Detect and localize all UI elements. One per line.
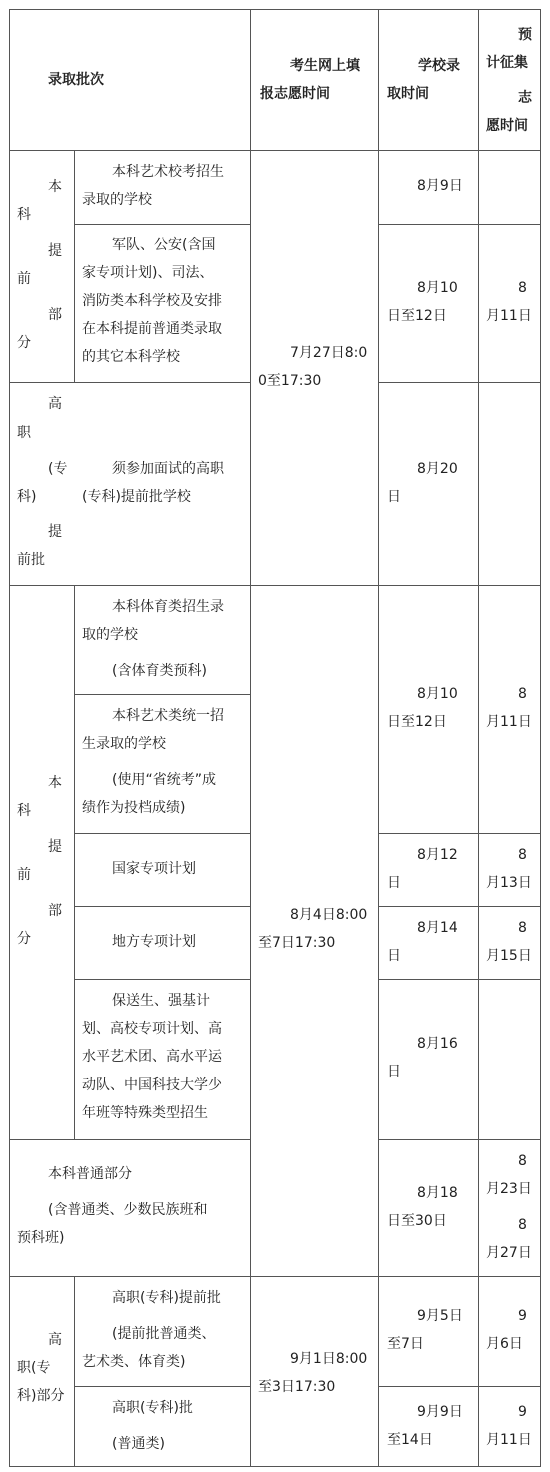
- group4-label: (含普通类、少数民族班和: [48, 1202, 208, 1218]
- group4-label: 预科班): [17, 1230, 65, 1246]
- school-name: (普通类): [112, 1436, 165, 1452]
- solicit-time: 月27日: [486, 1245, 532, 1261]
- solicit-time: 8: [518, 920, 527, 936]
- school-name: (专科)提前批学校: [82, 489, 191, 505]
- school-name: 国家专项计划: [112, 861, 196, 877]
- group1-label: 提: [48, 243, 62, 259]
- school-name: 须参加面试的高职: [112, 461, 224, 477]
- admit-time: 日至12日: [387, 308, 447, 324]
- solicit-time: 8: [518, 847, 527, 863]
- fill-time: 8月4日8:00: [290, 907, 368, 923]
- group1-label: 科: [17, 207, 31, 223]
- solicit-time: 9: [518, 1404, 527, 1420]
- school-name: 军队、公安(含国: [112, 237, 216, 253]
- group2-label: 科): [17, 489, 37, 505]
- solicit-time: 8: [518, 1217, 527, 1233]
- group3-label: 本: [48, 775, 62, 791]
- group3-label: 科: [17, 803, 31, 819]
- school-name: 艺术类、体育类): [82, 1354, 186, 1370]
- group5-label: 科)部分: [17, 1388, 65, 1404]
- admit-time: 日至30日: [387, 1213, 447, 1229]
- header-admit-time-line2: 取时间: [387, 86, 429, 102]
- school-name: 划、高校专项计划、高: [82, 1021, 222, 1037]
- solicit-time: 月15日: [486, 948, 532, 964]
- admit-time: 8月16: [417, 1036, 458, 1052]
- group1-label: 本: [48, 179, 62, 195]
- school-name: 年班等特殊类型招生: [82, 1105, 208, 1121]
- school-name: 保送生、强基计: [112, 993, 210, 1009]
- header-solicit-line2: 计征集: [486, 55, 528, 71]
- school-name: 本科艺术校考招生: [112, 164, 224, 180]
- admit-time: 8月14: [417, 920, 458, 936]
- group2-label: (专: [48, 461, 68, 477]
- admit-time: 9月9日: [417, 1404, 463, 1420]
- school-name: 高职(专科)批: [112, 1400, 193, 1416]
- header-solicit-line4: 愿时间: [486, 118, 528, 134]
- header-solicit-line1: 预: [518, 27, 532, 43]
- group3-label: 分: [17, 931, 31, 947]
- fill-time: 7月27日8:0: [290, 345, 368, 361]
- admit-time: 日: [387, 489, 401, 505]
- group2-label: 前批: [17, 552, 45, 568]
- school-name: 家专项计划)、司法、: [82, 265, 214, 281]
- school-name: 本科艺术类统一招: [112, 708, 224, 724]
- fill-time: 至7日17:30: [258, 935, 336, 951]
- group2-label: 职: [17, 425, 31, 441]
- solicit-time: 月6日: [486, 1336, 523, 1352]
- admit-time: 8月10: [417, 686, 458, 702]
- school-name: 在本科提前普通类录取: [82, 321, 222, 337]
- admit-time: 至14日: [387, 1432, 433, 1448]
- school-name: (提前批普通类、: [112, 1326, 216, 1342]
- school-name: 录取的学校: [82, 192, 152, 208]
- group2-label: 高: [48, 396, 62, 412]
- fill-time: 0至17:30: [258, 373, 322, 389]
- header-admit-time-line1: 学校录: [418, 58, 460, 74]
- admit-time: 8月20: [417, 461, 458, 477]
- admit-time: 日: [387, 875, 401, 891]
- admit-time: 至7日: [387, 1336, 424, 1352]
- group2-label: 提: [48, 524, 62, 540]
- solicit-time: 月11日: [486, 714, 532, 730]
- group1-label: 部: [48, 307, 62, 323]
- solicit-time: 8: [518, 280, 527, 296]
- solicit-time: 月13日: [486, 875, 532, 891]
- school-name: (含体育类预科): [112, 663, 207, 679]
- school-name: 消防类本科学校及安排: [82, 293, 222, 309]
- admit-time: 8月10: [417, 280, 458, 296]
- school-name: 取的学校: [82, 627, 138, 643]
- header-solicit-line3: 志: [518, 90, 532, 106]
- school-name: 地方专项计划: [112, 934, 196, 950]
- group4-label: 本科普通部分: [48, 1166, 132, 1182]
- school-name: 动队、中国科技大学少: [82, 1077, 222, 1093]
- admit-time: 8月12: [417, 847, 458, 863]
- admit-time: 9月5日: [417, 1308, 463, 1324]
- school-name: 生录取的学校: [82, 736, 166, 752]
- solicit-time: 8: [518, 686, 527, 702]
- solicit-time: 月11日: [486, 1432, 532, 1448]
- school-name: 本科体育类招生录: [112, 599, 224, 615]
- fill-time: 9月1日8:00: [290, 1351, 368, 1367]
- school-name: 水平艺术团、高水平运: [82, 1049, 222, 1065]
- admit-time: 8月9日: [417, 178, 463, 194]
- admit-time: 8月18: [417, 1185, 458, 1201]
- admit-time: 日: [387, 1064, 401, 1080]
- solicit-time: 8: [518, 1153, 527, 1169]
- school-name: (使用“省统考”成: [112, 772, 216, 788]
- group3-label: 提: [48, 839, 62, 855]
- solicit-time: 月11日: [486, 308, 532, 324]
- group3-label: 前: [17, 867, 31, 883]
- fill-time: 至3日17:30: [258, 1379, 336, 1395]
- admit-time: 日: [387, 948, 401, 964]
- header-fill-time-line2: 报志愿时间: [260, 86, 330, 102]
- header-fill-time-line1: 考生网上填: [290, 58, 360, 74]
- admit-time: 日至12日: [387, 714, 447, 730]
- solicit-time: 9: [518, 1308, 527, 1324]
- group1-label: 前: [17, 271, 31, 287]
- group5-label: 职(专: [17, 1360, 51, 1376]
- group3-label: 部: [48, 903, 62, 919]
- group5-label: 高: [48, 1332, 62, 1348]
- school-name: 绩作为投档成绩): [82, 800, 186, 816]
- group1-label: 分: [17, 335, 31, 351]
- header-batch: 录取批次: [48, 72, 104, 88]
- school-name: 高职(专科)提前批: [112, 1290, 221, 1306]
- school-name: 的其它本科学校: [82, 349, 180, 365]
- solicit-time: 月23日: [486, 1181, 532, 1197]
